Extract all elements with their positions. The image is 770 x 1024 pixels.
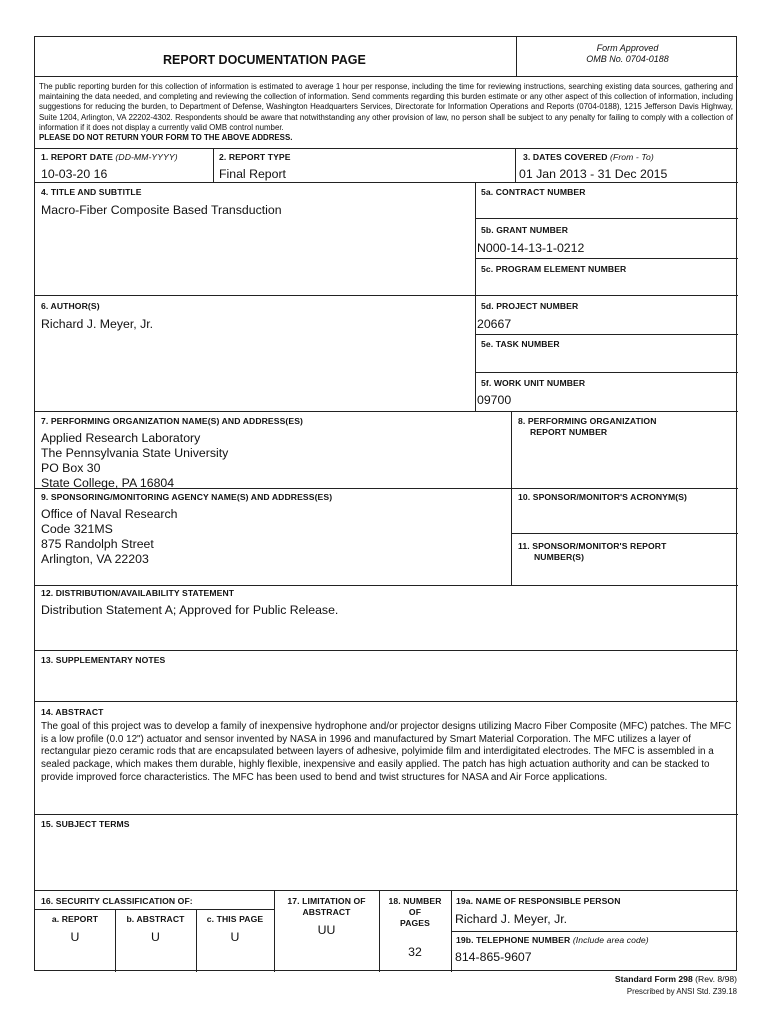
report-type-value: Final Report [219, 167, 286, 181]
security-report-label: a. REPORT [51, 914, 99, 924]
security-classification-label: 16. SECURITY CLASSIFICATION OF: [41, 896, 193, 906]
authors-label: 6. AUTHOR(S) [41, 301, 100, 311]
title-value: Macro-Fiber Composite Based Transduction [41, 203, 282, 217]
limitation-label: 17. LIMITATION OF ABSTRACT [287, 896, 366, 917]
performing-org-address [41, 431, 501, 491]
project-number-value: 20667 [477, 317, 512, 331]
form-approved-text: Form Approved [596, 43, 659, 53]
work-unit-label: 5f. WORK UNIT NUMBER [481, 378, 586, 388]
burden-text: The public reporting burden for this collection of information is estimated to average 1 hour per response, including the time for reviewing instructions, searching existing data sources, gathering and maintaining the data needed, and completing and reviewing the collection of information. Send comments regarding this burden estimate or any other aspect of this collection of information, including suggestions for reducing the burden, to Department of Defense, Washington Headquarters Services, Directorate for Information Operations and Reports (0704-0188), 1215 Jefferson Davis Highway, Suite 1204, Arlington, VA 22202-4302. Respondents should be aware that notwithstanding any other provision of law, no person shall be subject to any penalty for failing to comply with a collection of information if it does not display a currently valid OMB control number. [39, 82, 733, 132]
dates-covered-value: 01 Jan 2013 - 31 Dec 2015 [519, 167, 668, 181]
sponsor-acronym-label: 10. SPONSOR/MONITOR'S ACRONYM(S) [518, 492, 688, 502]
divider [35, 650, 738, 651]
responsible-person-value: Richard J. Meyer, Jr. [455, 912, 568, 926]
divider [35, 148, 738, 149]
divider [511, 533, 738, 534]
responsible-person-label: 19a. NAME OF RESPONSIBLE PERSON [456, 896, 621, 906]
security-abstract-value: U [151, 930, 160, 944]
report-date-label: 1. REPORT DATE (DD-MM-YYYY) [41, 152, 178, 162]
standard-form-name: Standard Form 298 [614, 974, 693, 984]
number-of-pages-value: 32 [408, 945, 422, 959]
address-line: PO Box 30 [41, 461, 101, 475]
subject-terms-label: 15. SUBJECT TERMS [41, 819, 130, 829]
grant-number-value: N000-14-13-1-0212 [477, 241, 585, 255]
grant-number-label: 5b. GRANT NUMBER [481, 225, 569, 235]
address-line: The Pennsylvania State University [41, 446, 229, 460]
report-documentation-form [34, 36, 737, 971]
telephone-value: 814-865-9607 [455, 950, 532, 964]
address-line: 875 Randolph Street [41, 537, 154, 551]
prescribed-by: Prescribed by ANSI Std. Z39.18 [626, 987, 737, 996]
form-approved-box [517, 43, 738, 65]
security-page-label: c. THIS PAGE [206, 914, 264, 924]
security-report-value: U [70, 930, 80, 944]
divider [475, 182, 476, 411]
work-unit-value: 09700 [477, 393, 512, 407]
address-line: Code 321MS [41, 522, 113, 536]
security-page-value: U [230, 930, 240, 944]
address-line: State College, PA 16804 [41, 476, 175, 490]
omb-number: OMB No. 0704-0188 [586, 54, 669, 64]
authors-value: Richard J. Meyer, Jr. [41, 317, 154, 331]
number-of-pages-label: 18. NUMBER OF PAGES [388, 896, 442, 928]
sponsor-report-label: 11. SPONSOR/MONITOR'S REPORT NUMBER(S) [518, 541, 667, 562]
address-line: Arlington, VA 22203 [41, 552, 149, 566]
divider [35, 909, 274, 910]
sponsoring-agency-address [41, 507, 501, 567]
divider [35, 76, 738, 77]
divider [475, 218, 738, 219]
supplementary-label: 13. SUPPLEMENTARY NOTES [41, 655, 166, 665]
security-abstract-label: b. ABSTRACT [126, 914, 185, 924]
project-number-label: 5d. PROJECT NUMBER [481, 301, 579, 311]
divider [475, 372, 738, 373]
report-date-value: 10-03-20 16 [41, 167, 108, 181]
divider [35, 488, 738, 489]
report-type-label: 2. REPORT TYPE [219, 152, 291, 162]
address-line: Applied Research Laboratory [41, 431, 201, 445]
performing-org-label: 7. PERFORMING ORGANIZATION NAME(S) AND ADDRESS(ES) [41, 416, 304, 426]
divider [475, 258, 738, 259]
divider [35, 890, 738, 891]
divider [451, 931, 738, 932]
divider [213, 148, 214, 182]
dates-covered-label: 3. DATES COVERED (From - To) [523, 152, 654, 162]
task-number-label: 5e. TASK NUMBER [481, 339, 560, 349]
performing-report-label: 8. PERFORMING ORGANIZATION REPORT NUMBER [518, 416, 657, 437]
burden-warning: PLEASE DO NOT RETURN YOUR FORM TO THE ABOVE ADDRESS. [39, 133, 293, 143]
divider [515, 148, 516, 182]
form-revision: (Rev. 8/98) [695, 974, 737, 984]
divider [35, 585, 738, 586]
divider [475, 334, 738, 335]
program-element-label: 5c. PROGRAM ELEMENT NUMBER [481, 264, 627, 274]
divider [511, 411, 512, 585]
burden-statement [39, 82, 733, 143]
divider [35, 182, 738, 183]
divider [35, 814, 738, 815]
telephone-label: 19b. TELEPHONE NUMBER (Include area code) [456, 935, 649, 945]
divider [35, 295, 738, 296]
divider [35, 411, 738, 412]
distribution-label: 12. DISTRIBUTION/AVAILABILITY STATEMENT [41, 588, 235, 598]
distribution-value: Distribution Statement A; Approved for Public Release. [41, 603, 339, 617]
title-label: 4. TITLE AND SUBTITLE [41, 187, 142, 197]
limitation-value: UU [317, 923, 336, 937]
standard-form-line [615, 974, 737, 984]
address-line: Office of Naval Research [41, 507, 178, 521]
contract-number-label: 5a. CONTRACT NUMBER [481, 187, 586, 197]
abstract-text: The goal of this project was to develop a family of inexpensive hydrophone and/or projector designs utilizing Macro Fiber Composite (MFC) patches. The MFC is a low profile (0.0 12") actuator and sensor invented by NASA in 1996 and manufactured by Smart Material Corporation. The MFC utilizes a layer of rectangular piezo ceramic rods that are encapsulated between layers of adhesive, polyimide film and interdigitated electrodes. The MFC is assembled in a sealed package, which makes them durable, highly flexible, inexpensive and easily applied. The patch has high actuation authority and can be stacked to provide improved force characteristics. The MFC has been used to bend and twist structures for NASA and Air Force applications. [41, 721, 732, 783]
sponsoring-agency-label: 9. SPONSORING/MONITORING AGENCY NAME(S) AND ADDRESS(ES) [41, 492, 333, 502]
divider [35, 701, 738, 702]
abstract-label: 14. ABSTRACT [41, 707, 104, 717]
page-title: REPORT DOCUMENTATION PAGE [163, 53, 366, 67]
